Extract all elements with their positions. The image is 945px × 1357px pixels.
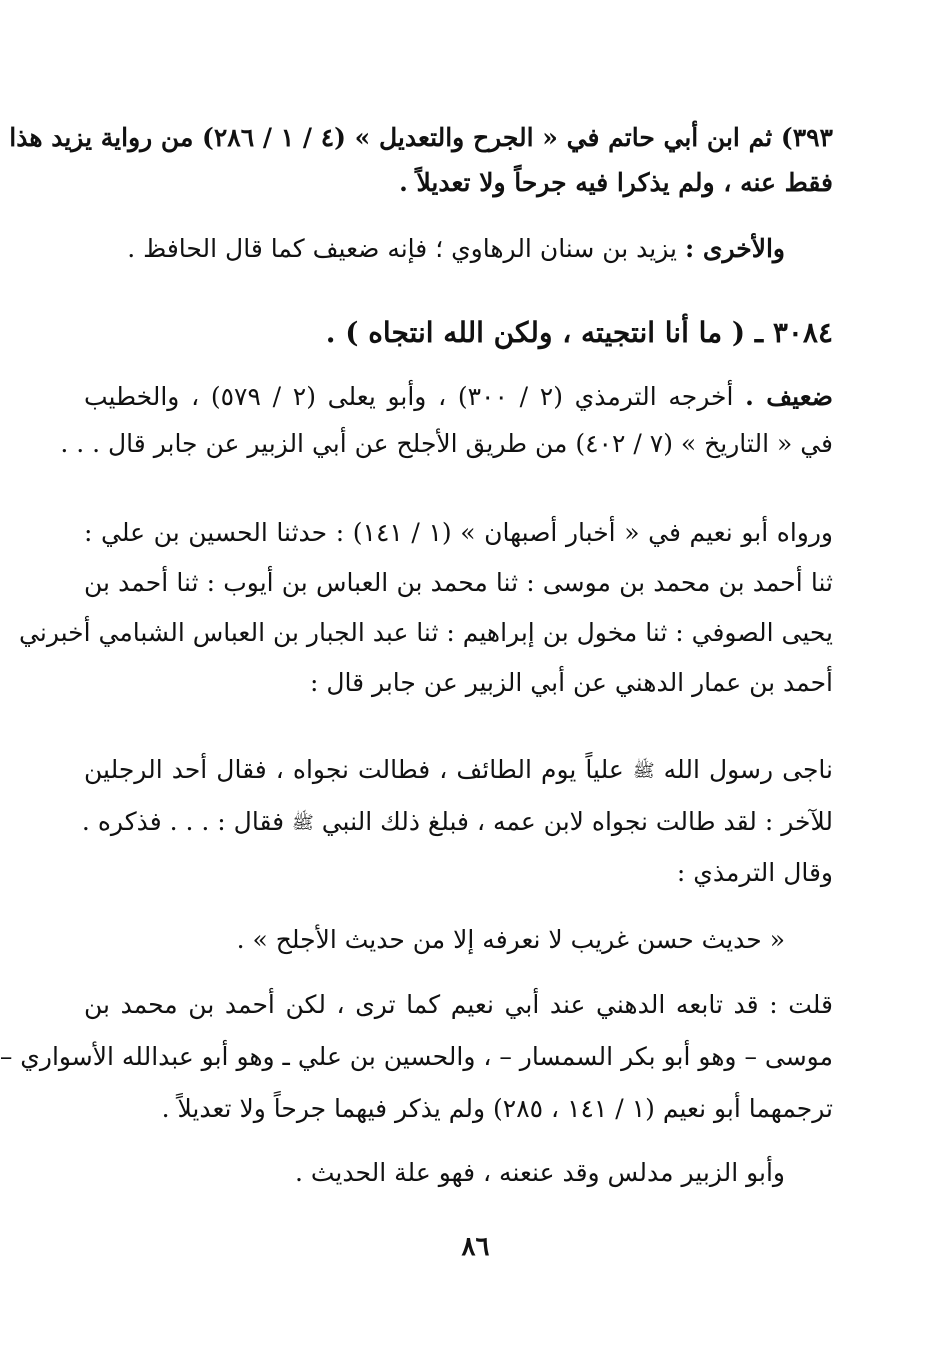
- text-line: وقال الترمذي :: [676, 858, 833, 887]
- text-line: [84, 377, 833, 417]
- grading-label: ضعيف .: [745, 382, 833, 411]
- text-line: موسى – وهو أبو بكر السمسار – ، والحسين بن علي ـ وهو أبو عبدالله الأسواري –: [0, 1042, 833, 1071]
- text-segment: فقال : . . . فذكره .: [81, 807, 285, 836]
- salutation-symbol: ﷺ: [632, 760, 655, 782]
- text-line: وأبو الزبير مدلس وقد عنعنه ، فهو علة الحديث .: [294, 1158, 785, 1187]
- text-segment: ناجى رسول الله: [663, 755, 833, 784]
- quoted-text: « حديث حسن غريب لا نعرفه إلا من حديث الأجلح » .: [236, 925, 785, 954]
- text-segment: علياً يوم الطائف ، فطالت نجواه ، فقال أحد الرجلين: [84, 755, 624, 784]
- text-line: ورواه أبو نعيم في « أخبار أصبهان » (١ / ١٤١) : حدثنا الحسين بن علي :: [84, 518, 834, 547]
- text-line: فقط عنه ، ولم يذكرا فيه جرحاً ولا تعديلاً .: [399, 168, 833, 197]
- text-line: في « التاريخ » (٧ / ٤٠٢) من طريق الأجلح عن أبي الزبير عن جابر قال . . .: [60, 429, 833, 458]
- text-segment: للآخر : لقد طالت نجواه لابن عمه ، فبلغ ذلك النبي: [321, 807, 833, 836]
- text-line: ترجمهما أبو نعيم (١ / ١٤١ ، ٢٨٥) ولم يذكر فيهما جرحاً ولا تعديلاً .: [161, 1094, 833, 1123]
- page-number: ٨٦: [461, 1232, 490, 1262]
- text-segment: أخرجه الترمذي (٢ / ٣٠٠) ، وأبو يعلى (٢ / ٥٧٩) ، والخطيب: [84, 382, 746, 411]
- text-line: [84, 229, 785, 269]
- text-line: [81, 802, 833, 842]
- text-line: ثنا أحمد بن محمد بن موسى : ثنا محمد بن العباس بن أيوب : ثنا أحمد بن: [84, 568, 833, 597]
- text-line: [84, 750, 833, 790]
- text-line: يحيى الصوفي : ثنا مخول بن إبراهيم : ثنا عبد الجبار بن العباس الشبامي أخبرني: [19, 618, 833, 647]
- text-line: أحمد بن عمار الدهني عن أبي الزبير عن جابر قال :: [309, 668, 833, 697]
- text-line: قلت : قد تابعه الدهني عند أبي نعيم كما ترى ، لكن أحمد بن محمد بن: [84, 990, 833, 1019]
- lead-word: والأخرى :: [684, 234, 785, 263]
- text-segment: يزيد بن سنان الرهاوي ؛ فإنه ضعيف كما قال الحافظ .: [127, 234, 685, 263]
- hadith-heading: ٣٠٨٤ ـ ( ما أنا انتجيته ، ولكن الله انتجاه ) .: [325, 316, 833, 349]
- salutation-symbol: ﷺ: [292, 812, 314, 834]
- text-line: ٣٩٣) ثم ابن أبي حاتم في « الجرح والتعديل » (٤ / ١ / ٢٨٦) من رواية يزيد هذا: [9, 123, 833, 152]
